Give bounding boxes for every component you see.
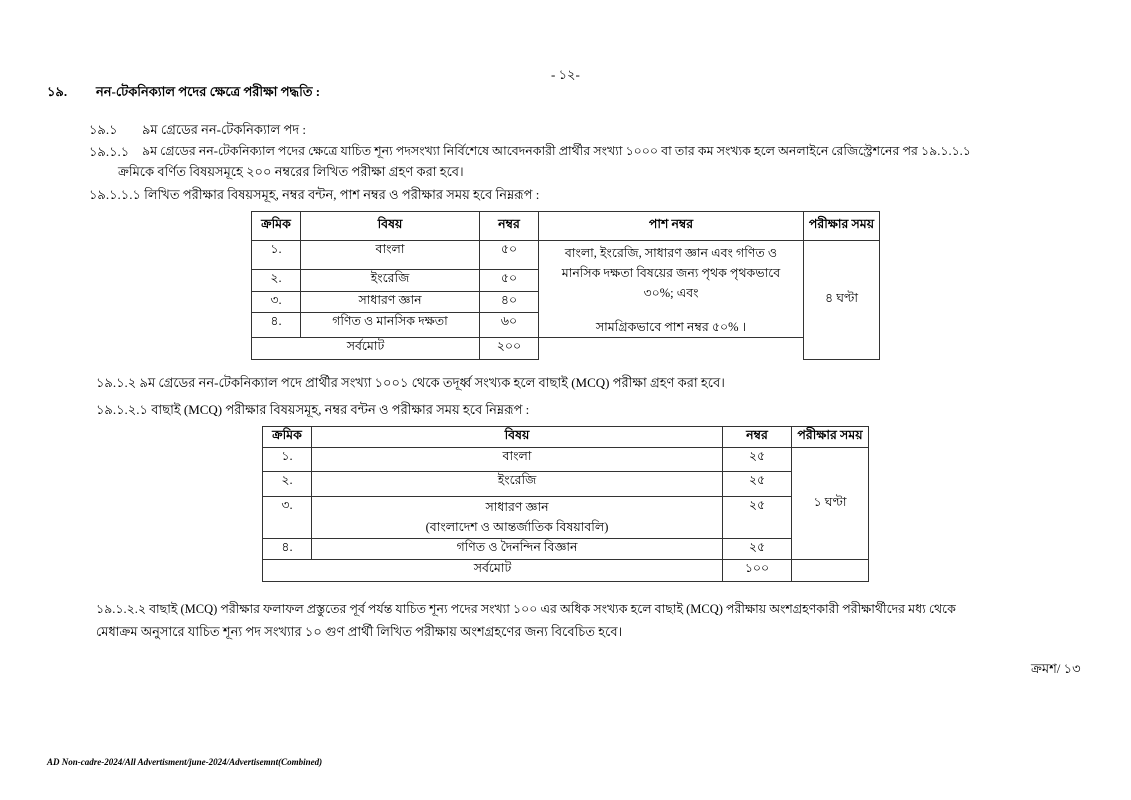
header-marks: নম্বর [723, 427, 792, 448]
table-row [263, 472, 869, 497]
header-pass-marks: পাশ নম্বর [539, 212, 804, 241]
page-number: - ১২- [551, 67, 580, 82]
header-serial: ক্রমিক [263, 427, 312, 448]
row-marks: ২৫ [723, 539, 792, 560]
row-serial: ১. [263, 448, 312, 472]
row-subject-detail: (বাংলাদেশ ও আন্তর্জাতিক বিষয়াবলি) [425, 520, 609, 534]
sub-19-1-2-2-line2: মেধাক্রম অনুসারে যাচিত শূন্য পদ সংখ্যার ১০ গুণ প্রার্থী লিখিত পরীক্ষায় অংশগ্রহণের জন্য বিবেচিত হবে। [96, 624, 623, 639]
header-serial: ক্রমিক [252, 212, 301, 241]
row-serial: ৩. [252, 291, 301, 313]
row-subject: বাংলা [301, 241, 480, 270]
row-subject: গণিত ও দৈনন্দিন বিজ্ঞান [312, 539, 723, 560]
mcq-exam-table [262, 426, 869, 582]
pass-marks-cell [539, 241, 804, 338]
table-total-row [252, 338, 880, 360]
header-exam-time: পরীক্ষার সময় [792, 427, 869, 448]
footer-path: AD Non-cadre-2024/All Advertisment/june-2024/Advertisemnt(Combined) [47, 757, 323, 767]
pass-line-2: মানসিক দক্ষতা বিষয়ের জন্য পৃথক পৃথকভাবে [561, 266, 781, 280]
section-number: ১৯. [47, 84, 68, 99]
table-row [252, 241, 880, 270]
section-title: নন-টেকনিক্যাল পদের ক্ষেত্রে পরীক্ষা পদ্ধতি : [96, 84, 321, 99]
header-subject: বিষয় [312, 427, 723, 448]
empty-cell [539, 338, 804, 360]
row-subject: ইংরেজি [301, 269, 480, 291]
row-serial: ২. [252, 269, 301, 291]
table-header-row [263, 427, 869, 448]
sub-19-1-number: ১৯.১ [89, 122, 118, 137]
total-marks: ২০০ [480, 338, 539, 360]
sub-19-1-1-line1: ৯ম গ্রেডের নন-টেকনিক্যাল পদের ক্ষেত্রে যাচিত শূন্য পদসংখ্যা নির্বিশেষে আবেদনকারী প্রার্থীর সংখ্যা ১০০০ বা তার কম সংখ্যক হলে অনলাইনে রেজিস্ট্রেশনের পর ১৯.১.১.১ [142, 144, 971, 158]
written-exam-table [251, 211, 880, 360]
header-marks: নম্বর [480, 212, 539, 241]
pass-line-3: ৩০%; এবং [643, 286, 699, 300]
sub-19-1-2-2-line1: ১৯.১.২.২ বাছাই (MCQ) পরীক্ষার ফলাফল প্রস্তুতের পূর্ব পর্যন্ত যাচিত শূন্য পদের সংখ্যা ১০০ এর অধিক সংখ্যক হলে বাছাই (MCQ) পরীক্ষায় অংশগ্রহণকারী পরীক্ষার্থীদের মধ্য থেকে [96, 602, 956, 616]
continued-label: ক্রমশ/ ১৩ [1031, 661, 1081, 676]
header-exam-time: পরীক্ষার সময় [804, 212, 880, 241]
row-subject: গণিত ও মানসিক দক্ষতা [301, 313, 480, 338]
total-marks: ১০০ [723, 560, 792, 582]
exam-time-cell: ১ ঘণ্টা [792, 448, 869, 560]
row-marks: ২৫ [723, 472, 792, 497]
sub-19-1-2-1-text: ১৯.১.২.১ বাছাই (MCQ) পরীক্ষার বিষয়সমূহ, নম্বর বন্টন ও পরীক্ষার সময় হবে নিম্নরূপ : [96, 402, 530, 417]
total-label: সর্বমোট [252, 338, 480, 360]
row-marks: ২৫ [723, 497, 792, 539]
row-marks: ৫০ [480, 241, 539, 270]
row-serial: ৪. [263, 539, 312, 560]
row-serial: ৩. [263, 497, 312, 539]
sub-19-1-1-number: ১৯.১.১ [89, 144, 130, 159]
row-subject: ইংরেজি [312, 472, 723, 497]
row-subject: সাধারণ জ্ঞান [301, 291, 480, 313]
exam-time-cell: ৪ ঘণ্টা [804, 241, 880, 360]
row-marks: ৬০ [480, 313, 539, 338]
table-row [263, 497, 869, 539]
sub-19-1-2-text: ১৯.১.২ ৯ম গ্রেডের নন-টেকনিক্যাল পদে প্রার্থীর সংখ্যা ১০০১ থেকে তদূর্ধ্ব সংখ্যক হলে বাছাই (MCQ) পরীক্ষা গ্রহণ করা হবে। [96, 375, 725, 390]
pass-line-1: বাংলা, ইংরেজি, সাধারণ জ্ঞান এবং গণিত ও [564, 246, 778, 260]
row-marks: ৪০ [480, 291, 539, 313]
row-marks: ৫০ [480, 269, 539, 291]
row-serial: ১. [252, 241, 301, 270]
header-subject: বিষয় [301, 212, 480, 241]
row-subject: সাধারণ জ্ঞান [485, 500, 549, 514]
row-serial: ৪. [252, 313, 301, 338]
sub-19-1-1-line2: ক্রমিকে বর্ণিত বিষয়সমূহে ২০০ নম্বরের লিখিত পরীক্ষা গ্রহণ করা হবে। [118, 164, 464, 179]
table-row [263, 448, 869, 472]
table-total-row [263, 560, 869, 582]
row-serial: ২. [263, 472, 312, 497]
sub-19-1-text: ৯ম গ্রেডের নন-টেকনিক্যাল পদ : [142, 122, 306, 137]
row-marks: ২৫ [723, 448, 792, 472]
empty-cell [792, 560, 869, 582]
sub-19-1-1-1-text: ১৯.১.১.১ লিখিত পরীক্ষার বিষয়সমূহ, নম্বর বন্টন, পাশ নম্বর ও পরীক্ষার সময় হবে নিম্নরূপ : [89, 187, 540, 202]
pass-line-4: সামগ্রিকভাবে পাশ নম্বর ৫০% । [595, 320, 747, 334]
total-label: সর্বমোট [263, 560, 723, 582]
table-row [263, 539, 869, 560]
row-subject-cell [312, 497, 723, 539]
table-header-row [252, 212, 880, 241]
row-subject: বাংলা [312, 448, 723, 472]
